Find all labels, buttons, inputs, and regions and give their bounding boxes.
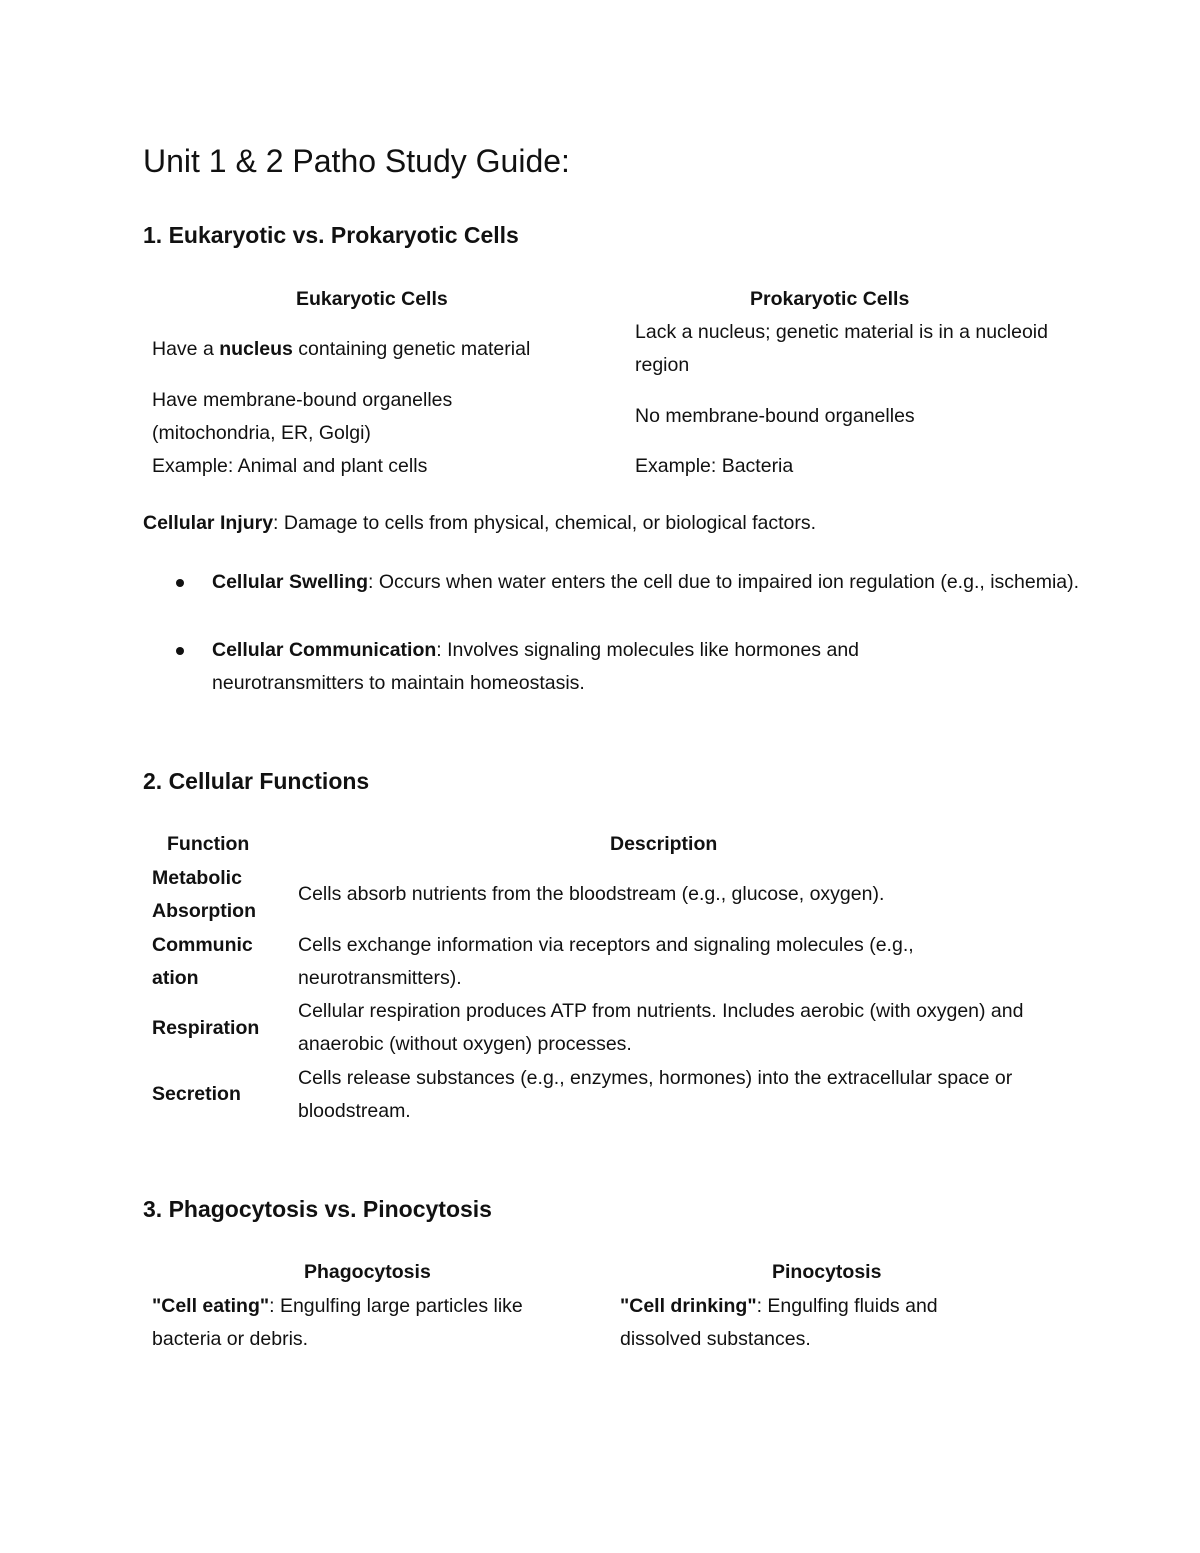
table-cell-eukaryotic-nucleus bbox=[152, 333, 612, 366]
bold-term-cell-eating: "Cell eating" bbox=[152, 1295, 270, 1317]
cell-text: : Engulfing large particles like bacteria or debris. bbox=[152, 1295, 523, 1350]
bold-term-cell-drinking: "Cell drinking" bbox=[620, 1295, 757, 1317]
function-label-part: Communic bbox=[152, 934, 253, 956]
section-heading-phagocytosis-vs-pinocytosis: 3. Phagocytosis vs. Pinocytosis bbox=[143, 1196, 492, 1222]
table-cell-prokaryotic-organelles: No membrane-bound organelles bbox=[635, 405, 915, 427]
table-cell-description-respiration: Cellular respiration produces ATP from nutrients. Includes aerobic (with oxygen) and anaerobic (without oxygen) processes. bbox=[298, 1000, 1024, 1055]
table-cell-prokaryotic-nucleus: Lack a nucleus; genetic material is in a nucleoid region bbox=[635, 321, 1048, 376]
table-cell-eukaryotic-organelles: Have membrane-bound organelles (mitochondria, ER, Golgi) bbox=[152, 389, 453, 444]
table-cell-description-communication: Cells exchange information via receptors and signaling molecules (e.g., neurotransmitters). bbox=[298, 934, 914, 989]
cell-text: Have a bbox=[152, 338, 220, 360]
table-cell-function-metabolic-absorption: Metabolic Absorption bbox=[152, 867, 256, 922]
table-header-function: Function bbox=[167, 833, 250, 855]
bold-term-nucleus: nucleus bbox=[219, 338, 293, 360]
table-cell-description-metabolic-absorption: Cells absorb nutrients from the bloodstream (e.g., glucose, oxygen). bbox=[298, 883, 885, 905]
table-cell-description-secretion: Cells release substances (e.g., enzymes, hormones) into the extracellular space or bloodstream. bbox=[298, 1067, 1013, 1122]
bold-term-cellular-swelling: Cellular Swelling bbox=[212, 571, 369, 593]
list-item-cellular-communication bbox=[212, 634, 1002, 700]
list-item-cellular-swelling bbox=[212, 566, 1082, 599]
table-header-phagocytosis: Phagocytosis bbox=[304, 1261, 431, 1283]
table-cell-function-secretion: Secretion bbox=[152, 1083, 241, 1105]
cellular-injury-paragraph bbox=[143, 507, 1103, 540]
bold-term-cellular-injury: Cellular Injury bbox=[143, 512, 274, 534]
list-item-text: : Occurs when water enters the cell due to impaired ion regulation (e.g., ischemia). bbox=[368, 571, 1080, 593]
section-heading-cellular-functions: 2. Cellular Functions bbox=[143, 768, 370, 794]
table-cell-pinocytosis bbox=[620, 1290, 1005, 1356]
table-cell-function-communication bbox=[152, 929, 284, 995]
bullet-icon bbox=[176, 647, 184, 655]
section-heading-eukaryotic-vs-prokaryotic: 1. Eukaryotic vs. Prokaryotic Cells bbox=[143, 222, 519, 248]
cell-text: : Engulfing fluids and dissolved substances. bbox=[620, 1295, 938, 1350]
table-cell-eukaryotic-example: Example: Animal and plant cells bbox=[152, 455, 428, 477]
cell-text: containing genetic material bbox=[292, 338, 531, 360]
function-label-part: ation bbox=[152, 967, 199, 989]
table-header-eukaryotic: Eukaryotic Cells bbox=[296, 288, 448, 310]
bold-term-cellular-communication: Cellular Communication bbox=[212, 639, 437, 661]
table-cell-function-respiration: Respiration bbox=[152, 1017, 260, 1039]
paragraph-text: : Damage to cells from physical, chemical, or biological factors. bbox=[273, 512, 817, 534]
page-title: Unit 1 & 2 Patho Study Guide: bbox=[143, 143, 570, 179]
table-header-description: Description bbox=[610, 833, 718, 855]
table-header-pinocytosis: Pinocytosis bbox=[772, 1261, 882, 1283]
table-header-prokaryotic: Prokaryotic Cells bbox=[750, 288, 910, 310]
table-cell-prokaryotic-example: Example: Bacteria bbox=[635, 455, 794, 477]
bullet-icon bbox=[176, 579, 184, 587]
list-item-text: : Involves signaling molecules like hormones and neurotransmitters to maintain homeostasis. bbox=[212, 639, 860, 694]
table-cell-phagocytosis bbox=[152, 1290, 597, 1356]
